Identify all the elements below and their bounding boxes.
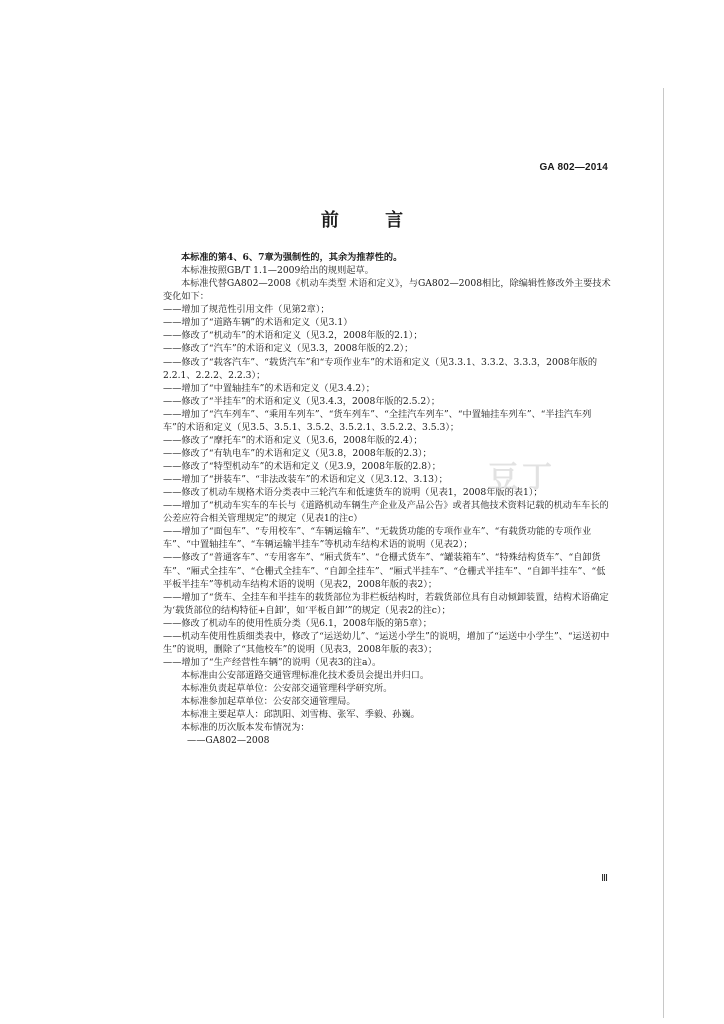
page-title: 前 言 bbox=[320, 210, 424, 231]
paragraph-replaces: 本标准代替GA802—2008《机动车类型 术语和定义》，与GA802—2008相比，除编辑性修改外主要技术变化如下： bbox=[163, 278, 611, 303]
change-item: ——修改了机动车的使用性质分类（见6.1，2008年版的第5章）； bbox=[163, 617, 432, 629]
paragraph-lead-drafter: 本标准负责起草单位：公安部交通管理科学研究所。 bbox=[181, 683, 393, 695]
change-item: ——修改了“摩托车”的术语和定义（见3.6，2008年版的2.4）； bbox=[163, 434, 423, 446]
paragraph-drafting-rules: 本标准按照GB/T 1.1—2009给出的规则起草。 bbox=[181, 265, 374, 277]
paragraph-drafters: 本标准主要起草人：邱凯阳、刘雪梅、张军、季毅、孙巍。 bbox=[181, 709, 420, 721]
paragraph-proposed-by: 本标准由公安部道路交通管理标准化技术委员会提出并归口。 bbox=[181, 670, 430, 681]
paragraph-participating: 本标准参加起草单位：公安部交通管理局。 bbox=[181, 696, 356, 708]
change-item: ——增加了“道路车辆”的术语和定义（见3.1） bbox=[163, 317, 353, 329]
change-item: ——修改了“汽车”的术语和定义（见3.3，2008年版的2.2）； bbox=[163, 343, 414, 355]
paragraph-mandatory: 本标准的第4、6、7章为强制性的，其余为推荐性的。 bbox=[181, 252, 403, 263]
change-item: ——修改了“普通客车”、“专用客车”、“厢式货车”、“仓栅式货车”、“罐装箱车”、“特殊结构货车”、“自卸货车”、“厢式全挂车”、“仓栅式全挂车”、“自卸全挂车”、“厢式半挂车”、“仓栅式半挂车”、“自卸半挂车”、“低平板半挂车”等机动车结构术语的说明（见表2，2008年版的表2）； bbox=[163, 552, 606, 590]
change-item: ——修改了“特型机动车”的术语和定义（见3.9，2008年版的2.8）； bbox=[163, 461, 441, 472]
history-entry: ——GA802—2008 bbox=[187, 735, 270, 747]
change-item: ——增加了“中置轴挂车”的术语和定义（见3.4.2）； bbox=[163, 382, 375, 394]
foreword-body bbox=[163, 251, 614, 747]
change-item: ——增加了“生产经营性车辆”的说明（见表3的注a）。 bbox=[163, 656, 382, 668]
change-item: ——修改了机动车规格术语分类表中三轮汽车和低速货车的说明（见表1，2008年版的表1）； bbox=[163, 487, 543, 499]
change-item: ——增加了“货车、全挂车和半挂车的载货部位为非栏板结构时，若载货部位具有自动倾卸装置，结构术语确定为‘载货部位的结构特征+自卸’，如‘平板自卸’”的规定（见表2的注c）； bbox=[163, 591, 609, 616]
change-item: ——增加了“面包车”、“专用校车”、“车辆运输车”、“无载货功能的专项作业车”、“有载货功能的专项作业车”、“中置轴挂车”、“车辆运输半挂车”等机动车结构术语的说明（见表2）； bbox=[163, 526, 592, 551]
change-item: ——机动车使用性质细类表中，修改了“运送幼儿”、“运送小学生”的说明，增加了“运送中小学生”、“运送初中生”的说明，删除了“其他校车”的说明（见表3，2008年版的表3）； bbox=[163, 630, 610, 655]
paragraph-history-intro: 本标准的历次版本发布情况为： bbox=[181, 722, 310, 734]
watermark: 豆丁 bbox=[488, 460, 556, 495]
change-item: ——修改了“载客汽车”、“载货汽车”和“专项作业车”的术语和定义（见3.3.1、3.3.2、3.3.3，2008年版的2.2.1、2.2.2、2.2.3）； bbox=[163, 356, 598, 381]
page-number: Ⅲ bbox=[601, 873, 608, 884]
standard-code: GA 802—2014 bbox=[539, 162, 608, 173]
change-item: ——增加了“机动车实车的车长与《道路机动车辆生产企业及产品公告》或者其他技术资料记载的机动车车长的公差应符合相关管理规定”的规定（见表1的注c） bbox=[163, 500, 609, 525]
change-item: ——增加了“汽车列车”、“乘用车列车”、“货车列车”、“全挂汽车列车”、“中置轴挂车列车”、“半挂汽车列车”的术语和定义（见3.5、3.5.1、3.5.2、3.5.2.1、3.5.2.2、3.5.3）； bbox=[163, 408, 592, 433]
change-item: ——修改了“有轨电车”的术语和定义（见3.8，2008年版的2.3）； bbox=[163, 447, 432, 459]
change-item: ——增加了“拼装车”、“非法改装车”的术语和定义（见3.12、3.13）； bbox=[163, 474, 448, 486]
change-item: ——修改了“半挂车”的术语和定义（见3.4.3，2008年版的2.5.2）； bbox=[163, 395, 441, 407]
change-item: ——修改了“机动车”的术语和定义（见3.2，2008年版的2.1）； bbox=[163, 330, 423, 342]
change-item: ——增加了规范性引用文件（见第2章）； bbox=[163, 304, 330, 316]
